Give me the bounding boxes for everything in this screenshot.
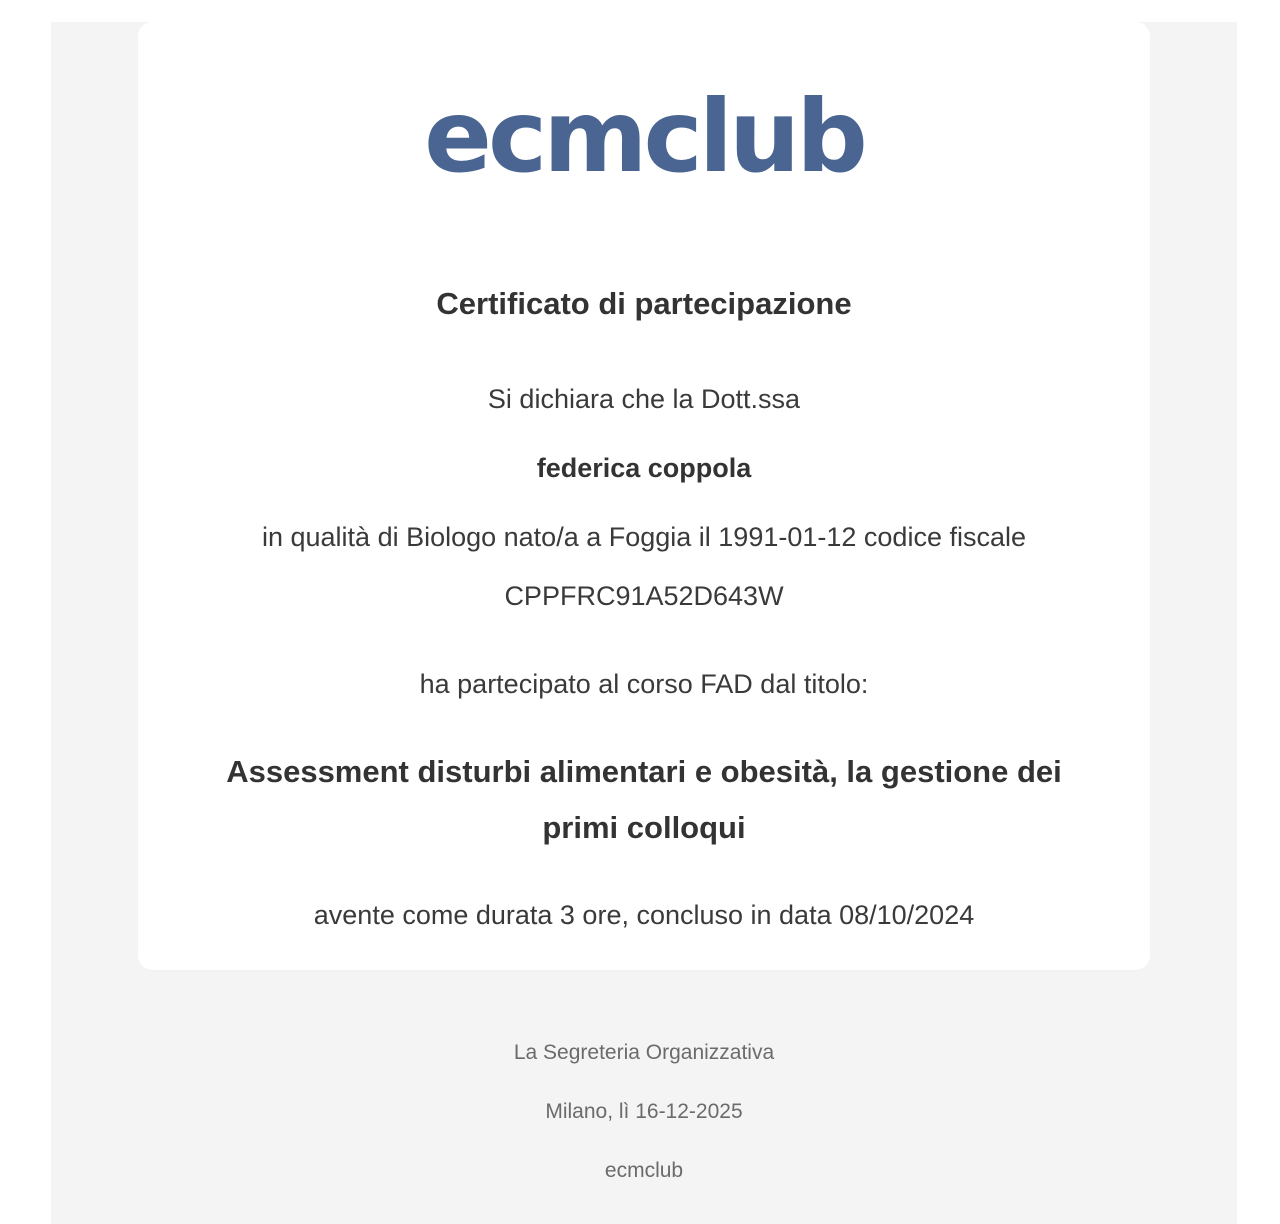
certificate-title: Certificato di partecipazione [436, 286, 852, 321]
page-background [51, 22, 1237, 1224]
duration-line: avente come durata 3 ore, concluso in data 08/10/2024 [313, 900, 975, 930]
certificate-card [138, 22, 1150, 970]
qualification-line: in qualità di Biologo nato/a a Foggia il 1991-01-12 codice fiscale [261, 522, 1026, 552]
footer-place-date: Milano, lì 16-12-2025 [545, 1100, 743, 1123]
footer-segreteria: La Segreteria Organizzativa [513, 1041, 775, 1064]
participation-line: ha partecipato al corso FAD dal titolo: [419, 669, 869, 699]
footer-brand: ecmclub [604, 1159, 684, 1182]
course-title: Assessment disturbi alimentari e obesità, la gestione dei primi colloqui [226, 754, 1062, 845]
participant-name: federica coppola [536, 453, 752, 483]
ecmclub-logo: ecmclub [424, 78, 864, 195]
codice-fiscale: CPPFRC91A52D643W [504, 581, 784, 611]
declaration-intro: Si dichiara che la Dott.ssa [487, 384, 801, 414]
